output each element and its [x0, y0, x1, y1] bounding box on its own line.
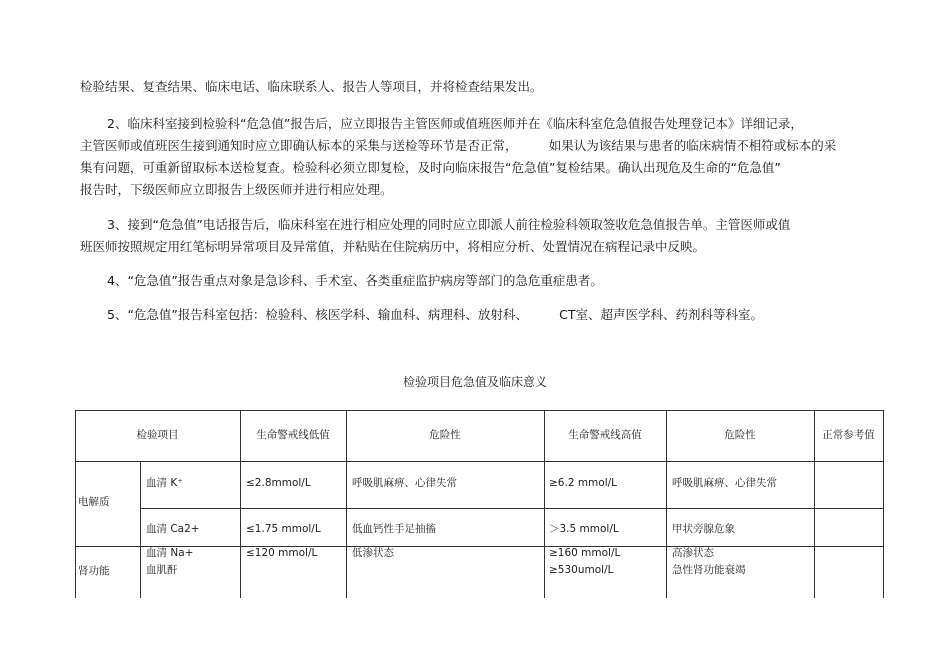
- table-cell-item: 血清 K⁺: [146, 477, 183, 489]
- table-cell-item: 血肌酐: [146, 564, 178, 576]
- header-low-risk: 危险性: [429, 429, 461, 441]
- paragraph-line: 报告时，下级医师应立即报告上级医师并进行相应处理。: [80, 182, 393, 197]
- paragraph-line: 4、“危急值”报告重点对象是急诊科、手术室、各类重症监护病房等部门的急危重症患者。: [107, 273, 603, 288]
- table-cell-high: ≥530umol/L: [549, 564, 614, 576]
- table-cell-low: ≤2.8mmol/L: [246, 477, 311, 489]
- group-electrolyte: 电解质: [78, 496, 110, 508]
- table-cell-high: ≥160 mmol/L: [549, 547, 621, 559]
- paragraph-line: 班医师按照规定用红笔标明异常项目及异常值，并粘贴在住院病历中，将相应分析、处置情况在病程记录中反映。: [80, 239, 706, 254]
- table-cell-high-risk: 甲状旁腺危象: [672, 523, 735, 535]
- table-cell-low-risk: 低血钙性手足抽搐: [352, 523, 436, 535]
- header-item: 检验项目: [136, 429, 179, 441]
- group-renal: 肾功能: [78, 565, 110, 577]
- table-title: 检验项目危急值及临床意义: [402, 375, 547, 389]
- header-normal: 正常参考值: [822, 429, 875, 441]
- paragraph-line: 集有问题，可重新留取标本送检复查。检验科必须立即复检，及时向临床报告“危急值”复检结果。确认出现危及生命的“危急值”: [80, 160, 781, 175]
- table-cell-high-risk: 呼吸肌麻痹、心律失常: [672, 477, 777, 489]
- paragraph-line: 5、“危急值”报告科室包括：检验科、核医学科、输血科、病理科、放射科、 CT室、超声医学科、药剂科等科室。: [107, 307, 764, 322]
- table-cell-high: ＞3.5 mmol/L: [549, 523, 619, 535]
- table-cell-high-risk: 急性肾功能衰竭: [672, 564, 746, 576]
- table-cell-item: 血清 Ca2+: [146, 523, 200, 535]
- header-high-risk: 危险性: [724, 429, 756, 441]
- table-cell-high: ≥6.2 mmol/L: [549, 477, 618, 489]
- table-cell-low: ≤1.75 mmol/L: [246, 523, 321, 535]
- table-cell-low: ≤120 mmol/L: [246, 547, 318, 559]
- table-cell-low-risk: 呼吸肌麻痹、心律失常: [352, 477, 457, 489]
- header-low: 生命警戒线低值: [256, 429, 330, 441]
- table-cell-low-risk: 低渗状态: [352, 547, 394, 559]
- header-high: 生命警戒线高值: [568, 429, 642, 441]
- table-cell-high-risk: 高渗状态: [672, 547, 714, 559]
- paragraph-line: 检验结果、复查结果、临床电话、临床联系人、报告人等项目，并将检查结果发出。: [80, 79, 543, 94]
- paragraph-line: 3、接到“危急值”电话报告后，临床科室在进行相应处理的同时应立即派人前往检验科领取签收危急值报告单。主管医师或值: [107, 217, 791, 232]
- paragraph-line: 2、临床科室接到检验科“危急值”报告后，应立即报告主管医师或值班医师并在《临床科室危急值报告处理登记本》详细记录，: [107, 116, 803, 131]
- paragraph-line: 主管医师或值班医生接到通知时应立即确认标本的采集与送检等环节是否正常， 如果认为该结果与患者的临床病情不相符或标本的采: [80, 138, 837, 153]
- table-cell-item: 血清 Na+: [146, 547, 194, 559]
